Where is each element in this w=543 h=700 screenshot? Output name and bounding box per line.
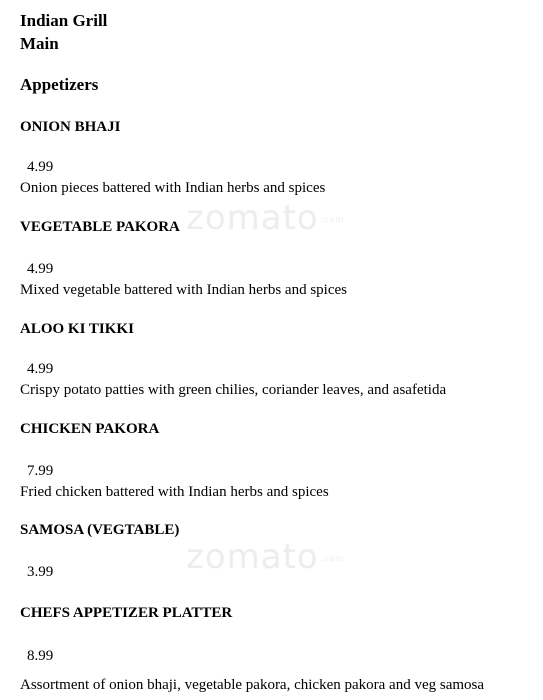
watermark-brand-2: zomato [186,537,319,577]
item-price: 3.99 [27,564,54,580]
menu-item [20,320,535,398]
item-price: 8.99 [27,648,54,664]
menu-item [20,604,535,693]
menu-item [20,420,535,500]
item-price: 7.99 [27,463,54,479]
item-name: ONION BHAJI [20,119,121,135]
watermark-suffix: .com [320,215,345,224]
section-title: Appetizers [20,75,99,94]
watermark-brand: zomato [186,198,319,238]
item-name: CHICKEN PAKORA [20,421,160,437]
menu-name: Main [20,34,59,53]
item-description: Fried chicken battered with Indian herbs and spices [20,484,329,500]
item-name: VEGETABLE PAKORA [20,219,180,235]
zomato-watermark-2 [186,537,344,577]
item-price: 4.99 [27,261,54,277]
menu-item [20,118,535,196]
item-description: Assortment of onion bhaji, vegetable pakora, chicken pakora and veg samosa [20,677,485,693]
item-description: Mixed vegetable battered with Indian herbs and spices [20,282,347,298]
item-description: Crispy potato patties with green chilies, coriander leaves, and asafetida [20,382,447,398]
item-name: SAMOSA (VEGTABLE) [20,522,180,538]
restaurant-name: Indian Grill [20,11,108,30]
item-price: 4.99 [27,159,54,175]
item-name: CHEFS APPETIZER PLATTER [20,605,233,621]
item-description: Onion pieces battered with Indian herbs and spices [20,180,326,196]
watermark-suffix-2: .com [320,554,345,563]
item-price: 4.99 [27,361,54,377]
item-name: ALOO KI TIKKI [20,321,134,337]
